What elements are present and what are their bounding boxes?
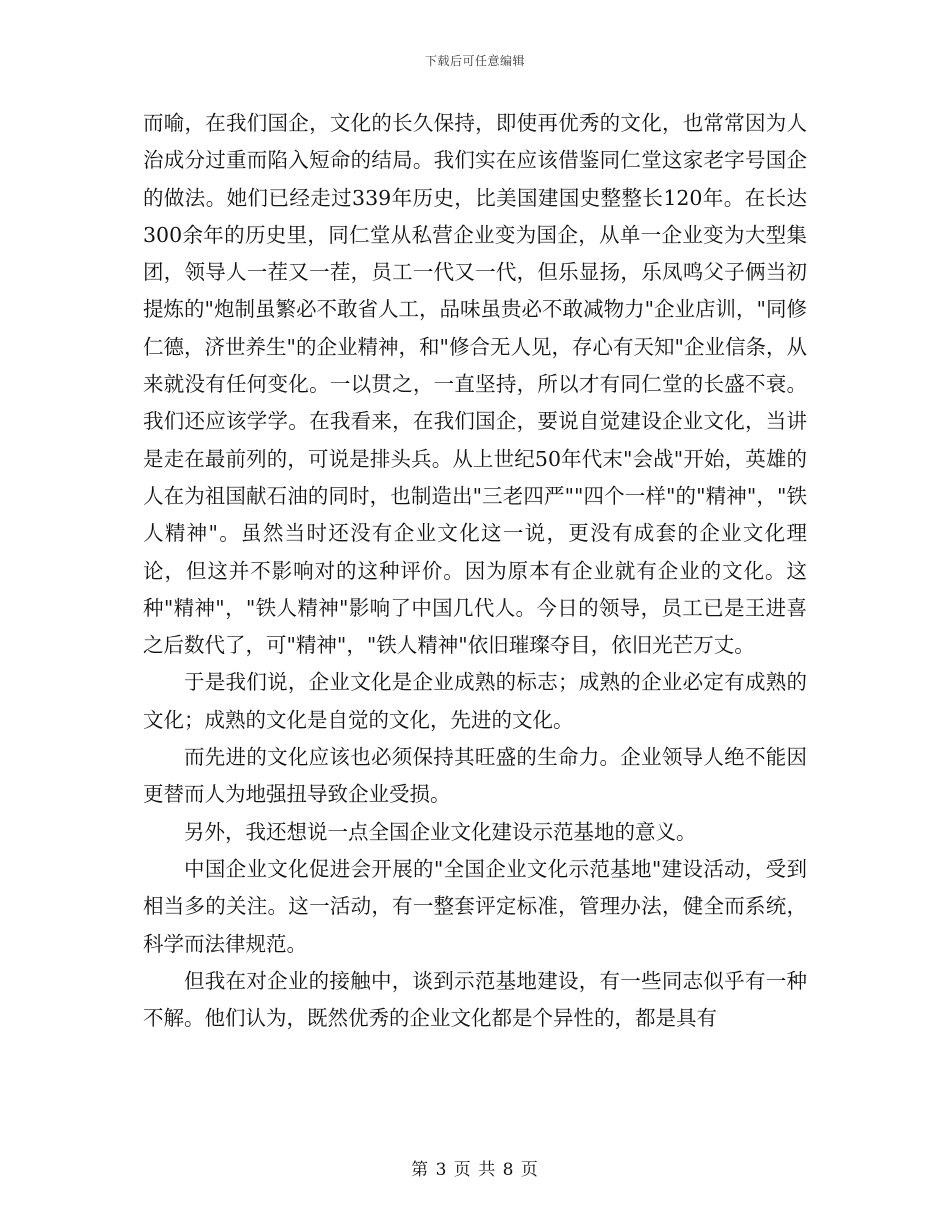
- page-footer: 第 3 页 共 8 页: [411, 1160, 539, 1180]
- paragraph-6: 但我在对企业的接触中，谈到示范基地建设，有一些同志似乎有一种不解。他们认为，既然优秀的企业文化都是个异性的，都是具有: [143, 968, 807, 1031]
- paragraph-4: 另外，我还想说一点全国企业文化建设示范基地的意义。: [184, 819, 697, 844]
- paragraph-3: 而先进的文化应该也必须保持其旺盛的生命力。企业领导人绝不能因更替而人为地强扭导致企业受损。: [143, 745, 807, 807]
- paragraph-5: 中国企业文化促进会开展的"全国企业文化示范基地"建设活动，受到相当多的关注。这一活动，有一整套评定标准，管理办法，健全而系统，科学而法律规范。: [143, 856, 807, 956]
- page-header: 下载后可任意编辑: [424, 54, 525, 68]
- paragraph-1: 而喻，在我们国企，文化的长久保持，即使再优秀的文化，也常常因为人治成分过重而陷入短命的结局。我们实在应该借鉴同仁堂这家老字号国企的做法。她们已经走过339年历史，比美国建国史整整长120年。在长达300余年的历史里，同仁堂从私营企业变为国企，从单一企业变为大型集团，领导人一茬又一茬，员工一代又一代，但乐显扬，乐凤鸣父子俩当初提炼的"炮制虽繁必不敢省人工，品味虽贵必不敢减物力"企业店训，"同修仁德，济世养生"的企业精神，和"修合无人见，存心有天知"企业信条，从来就没有任何变化。一以贯之，一直坚持，所以才有同仁堂的长盛不衰。我们还应该学学。在我看来，在我们国企，要说自觉建设企业文化，当讲是走在最前列的，可说是排头兵。从上世纪50年代末"会战"开始，英雄的人在为祖国献石油的同时，也制造出"三老四严""四个一样"的"精神"，"铁人精神"。虽然当时还没有企业文化这一说，更没有成套的企业文化理论，但这并不影响对的这种评价。因为原本有企业就有企业的文化。这种"精神"，"铁人精神"影响了中国几代人。今日的领导，员工已是王进喜之后数代了，可"精神"，"铁人精神"依旧璀璨夺目，依旧光芒万丈。: [143, 111, 807, 658]
- document-body: [143, 105, 807, 1037]
- paragraph-2: 于是我们说，企业文化是企业成熟的标志；成熟的企业必定有成熟的文化；成熟的文化是自觉的文化，先进的文化。: [143, 670, 807, 732]
